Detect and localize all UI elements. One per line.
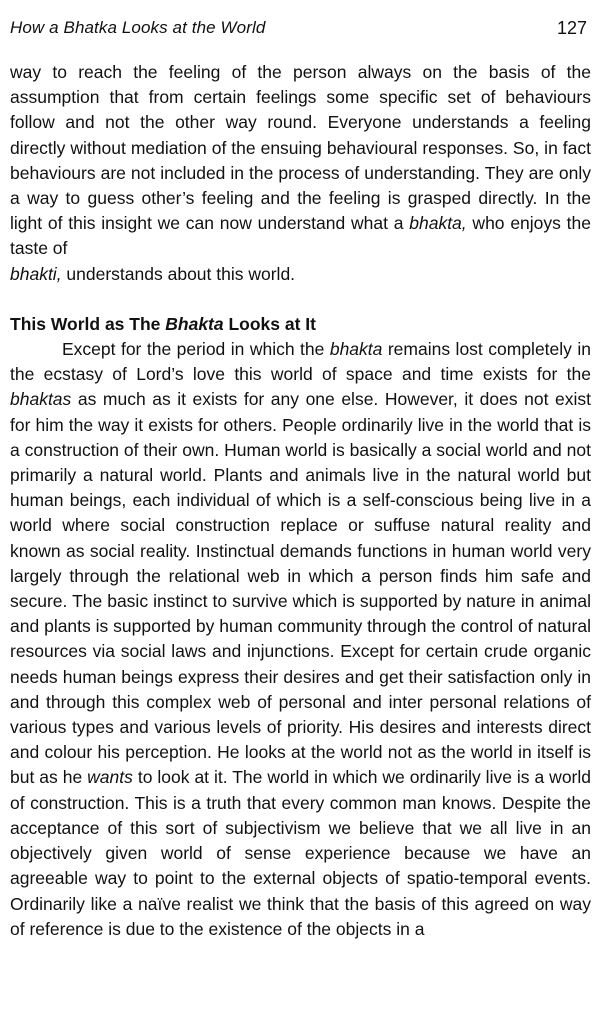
page-number: 127 bbox=[556, 18, 587, 38]
paragraph-2-text-2: remains lost completely in the ecstasy of Lord’s love this world of space and time exists for the bbox=[10, 339, 591, 385]
section-heading-part-1: This World as The bbox=[10, 313, 166, 334]
body-text bbox=[10, 60, 591, 942]
section-heading-part-2: Looks at It bbox=[223, 313, 316, 334]
paragraph-1 bbox=[10, 60, 591, 287]
paragraph-1-text-1: way to reach the feeling of the person always on the basis of the assumption that from certain feelings some specific set of behaviours follow and not the other way round. Everyone understands a feeling directly without mediation of the ensuing behavioural responses. So, in fact behaviours are not included in the process of understanding. They are only a way to guess other’s feeling and the feeling is grasped directly. In the light of this insight we can now understand what a bbox=[10, 62, 591, 234]
paragraph-2-italic-bhakta: bhakta bbox=[329, 339, 383, 360]
paragraph-1-italic-bhakta: bhakta, bbox=[409, 213, 467, 234]
paragraph-1-italic-bhakti: bhakti, bbox=[10, 263, 62, 284]
paragraph-2-text-3: as much as it exists for any one else. However, it does not exist for him the way it exists for others. People ordinarily live in the world that is a construction of their own. Human world is basically a social world and not primarily a natural world. Plants and animals live in the natural world but human beings, each individual of which is a self-conscious being live in a world where social construction replace or suffuse natural reality and known as social reality. Instinctual demands functions in human world very largely through the relational web in which a person finds him safe and secure. The basic instinct to survive which is supported by nature in animal and plants is supported by human community through the control of natural resources via social laws and injunctions. Except for certain crude organic needs human beings express their desires and get their satisfaction only in and through this complex web of personal and inter personal relations of various types and various levels of priority. His desires and interests direct and colour his perception. He looks at the world not as the world in itself is but as he bbox=[10, 389, 591, 788]
section-heading bbox=[10, 312, 591, 337]
paragraph-2-text-1: Except for the period in which the bbox=[62, 339, 330, 360]
paragraph-2-text-4: to look at it. The world in which we ordinarily live is a world of construction. This is a truth that every common man knows. Despite the acceptance of this sort of subjectivism we believe that we all live in an objectively given world of sense experience because we have an agreeable way to point to the external objects of spatio-temporal events. Ordinarily like a naïve realist we think that the basis of this agreed on way of reference is due to the existence of the objects in a bbox=[10, 767, 591, 939]
section-heading-italic: Bhakta bbox=[165, 313, 224, 334]
paragraph-1-text-2: who enjoys the taste of bbox=[10, 213, 592, 259]
running-header bbox=[10, 0, 591, 40]
paragraph-2 bbox=[10, 337, 591, 942]
running-title: How a Bhatka Looks at the World bbox=[10, 18, 266, 37]
paragraph-1-text-3: understands about this world. bbox=[61, 263, 296, 284]
paragraph-2-italic-bhaktas: bhaktas bbox=[10, 389, 72, 410]
paragraph-2-italic-wants: wants bbox=[87, 767, 133, 788]
